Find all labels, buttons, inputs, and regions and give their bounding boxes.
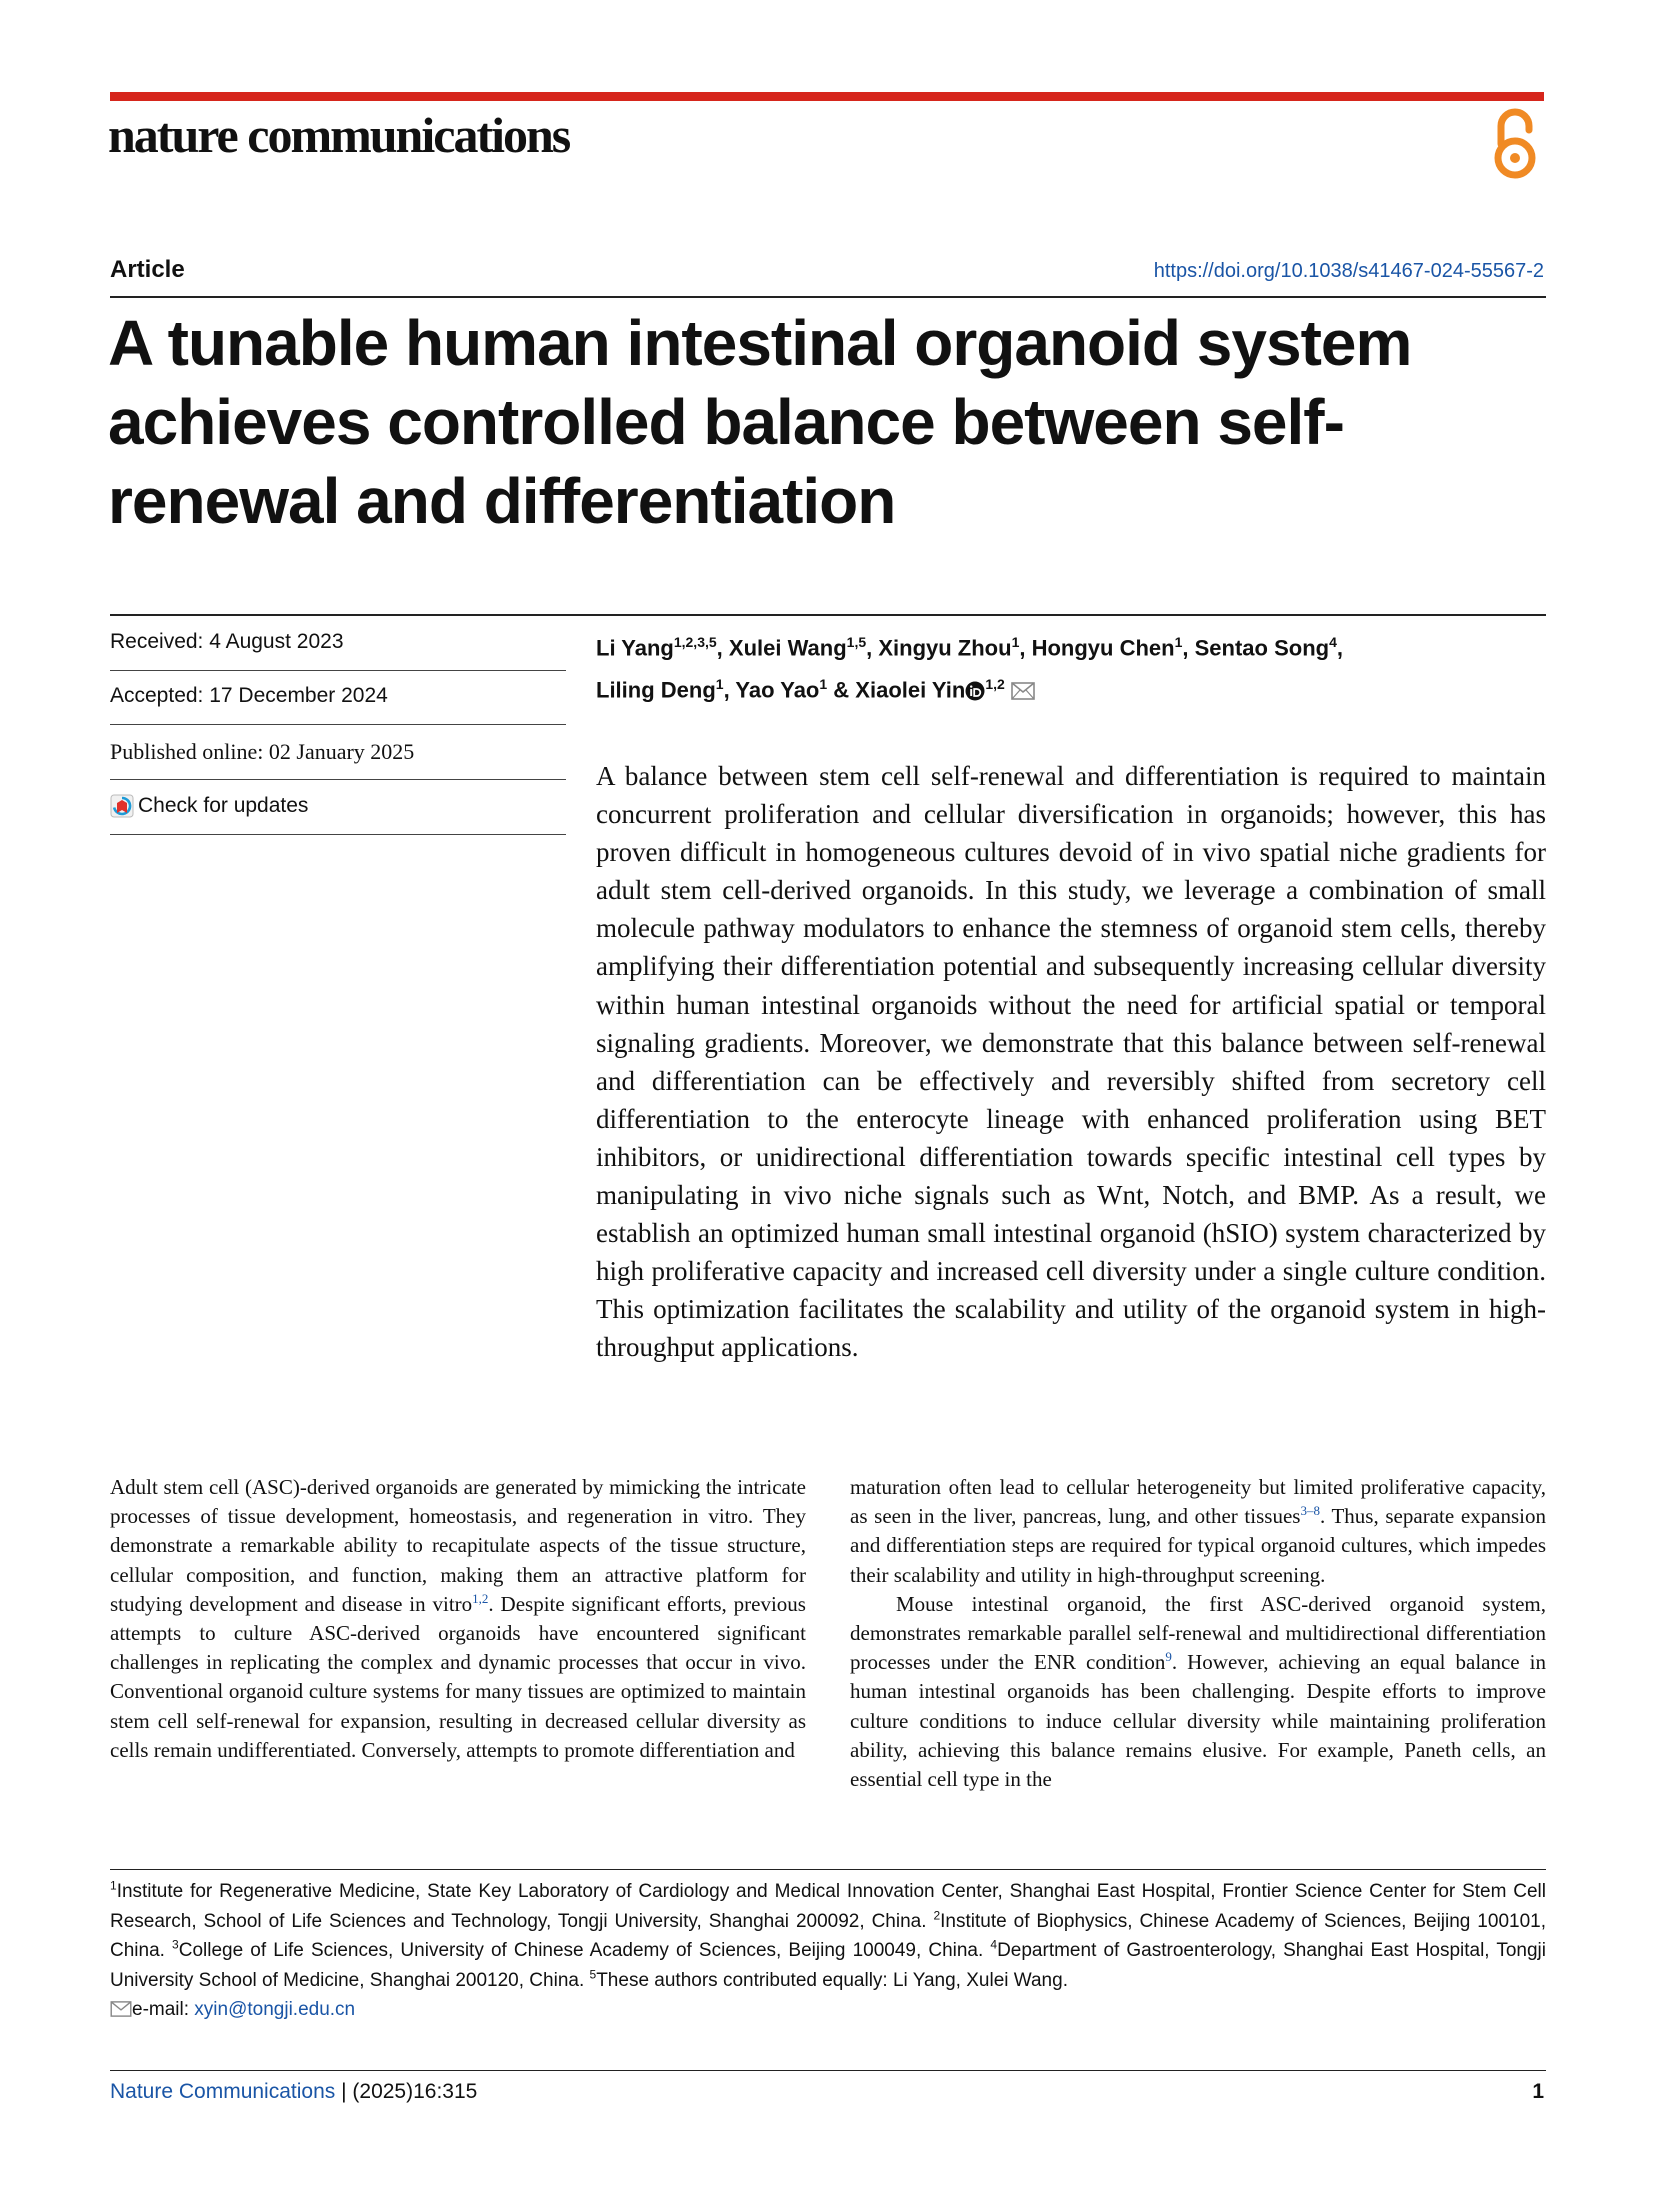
- orcid-icon[interactable]: [965, 681, 985, 701]
- meta-divider: [110, 724, 566, 725]
- title-top-rule: [110, 296, 1546, 298]
- page-number: 1: [1532, 2080, 1544, 2103]
- doi-link[interactable]: https://doi.org/10.1038/s41467-024-55567-2: [1153, 260, 1544, 282]
- meta-top-rule: [110, 614, 1546, 616]
- meta-divider: [110, 670, 566, 671]
- author-affiliation: 1,2: [985, 676, 1005, 693]
- author-name[interactable]: Xiaolei Yin: [855, 677, 966, 703]
- author-name[interactable]: Sentao Song: [1194, 635, 1330, 661]
- body-column-right: [850, 1473, 1546, 1794]
- footer-rule: [110, 2070, 1546, 2071]
- affiliations-footnote: $^1$Institute for Regenerative Medicine, State Key Laboratory of Cardiology and Medical Innovation Center, Shanghai East Hospital, Frontier Science Center for Stem Cell Research, School of Life Sciences and Technology, Tongji University, Shanghai 200092, China. $^2$Institute of Biophysics, Chinese Academy of Sciences, Beijing 100101, China. $^3$College of Life Sciences, University of Chinese Academy of Sciences, Beijing 100049, China. $^4$Department of Gastroenterology, Shanghai East Hospital, Tongji University School of Medicine, Shanghai 200120, China. $^5$These authors contributed equally: Li Yang, Xulei Wang. e-mail: xyin@tongji.edu.cn: [110, 1878, 1546, 2020]
- received-date: Received: 4 August 2023: [110, 630, 344, 653]
- author-name[interactable]: Xingyu Zhou: [878, 635, 1012, 661]
- citation-ref[interactable]: 9: [1165, 1649, 1172, 1665]
- citation-ref[interactable]: 3–8: [1300, 1503, 1320, 1519]
- journal-brand-bar: [110, 92, 1544, 101]
- author-affiliation: 1: [1174, 634, 1183, 650]
- author-name[interactable]: Xulei Wang: [728, 635, 847, 661]
- author-list: Li Yang$^{1,2,3,5}$, Xulei Wang$^{1,5}$, Xingyu Zhou$^1$, Hongyu Chen$^1$, Sentao Song$^4$, Liling Deng$^1$, Yao Yao$^1$ & Xiaolei Yin $^{1,2}$: [596, 634, 1343, 703]
- body-paragraph: maturation often lead to cellular heterogeneity but limited proliferative capacity, as seen in the liver, pancreas, lung, and other tissues$^{3-8}$. Thus, separate expansion and differentiation steps are required for typical organoid cultures, which impedes their scalability and utility in high-throughput screening.: [850, 1475, 1546, 1587]
- email-label: e-mail:: [132, 1999, 195, 2020]
- email-envelope-icon: [110, 2001, 132, 2017]
- published-date: Published online: 02 January 2025: [110, 739, 415, 764]
- author-name[interactable]: Hongyu Chen: [1031, 635, 1175, 661]
- journal-name[interactable]: nature communications: [108, 107, 570, 163]
- author-affiliation: 1: [715, 676, 724, 693]
- meta-divider: [110, 779, 566, 780]
- citation-ref[interactable]: 1,2: [472, 1590, 489, 1606]
- email-envelope-icon[interactable]: [1011, 682, 1035, 700]
- author-name[interactable]: Liling Deng: [596, 677, 716, 703]
- author-affiliation: 1,2,3,5: [673, 634, 717, 650]
- body-paragraph: Mouse intestinal organoid, the first ASC-derived organoid system, demonstrates remarkable parallel self-renewal and multidirectional differentiation processes under the ENR condition$^9$. However, achieving an equal balance in human intestinal organoids has been challenging. Despite efforts to improve culture conditions to induce cellular diversity while maintaining proliferation ability, achieving this balance remains elusive. For example, Paneth cells, an essential cell type in the: [850, 1591, 1546, 1792]
- author-affiliation: 1,5: [846, 634, 867, 650]
- check-for-updates-icon: [110, 794, 134, 818]
- meta-divider: [110, 834, 566, 835]
- body-paragraph: Adult stem cell (ASC)-derived organoids are generated by mimicking the intricate processes of tissue development, homeostasis, and regeneration in vitro. They demonstrate a remarkable ability to recapitulate aspects of the tissue structure, cellular composition, and function, making them an attractive platform for studying development and disease in vitro$^{1,2}$. Despite significant efforts, previous attempts to culture ASC-derived organoids have encountered significant challenges in replicating the complex and dynamic processes that occur in vivo. Conventional organoid culture systems for many tissues are optimized to maintain stem cell self-renewal for expansion, resulting in decreased cellular diversity as cells remain undifferentiated. Conversely, attempts to promote differentiation and: [110, 1475, 806, 1762]
- author-affiliation: 1: [1011, 634, 1020, 650]
- author-name[interactable]: Yao Yao: [735, 677, 820, 703]
- author-affiliation: 1: [819, 676, 828, 693]
- footnote-rule: [110, 1869, 1546, 1870]
- article-type-label: Article: [110, 256, 185, 283]
- body-column-left: [110, 1473, 806, 1765]
- footer-volume: (2025)16:315: [352, 2080, 478, 2103]
- article-title: A tunable human intestinal organoid system achieves controlled balance between self-renewal and differentiation: [108, 307, 1412, 537]
- author-affiliation: 4: [1329, 634, 1337, 650]
- footer-journal-link[interactable]: Nature Communications: [110, 2080, 336, 2103]
- check-for-updates-button[interactable]: [110, 794, 308, 818]
- open-access-lock-icon[interactable]: [1484, 106, 1546, 180]
- footer-citation: Nature Communications | (2025)16:315: [110, 2080, 478, 2103]
- abstract: A balance between stem cell self-renewal and differentiation is required to maintain concurrent proliferation and cellular diversification in organoids; however, this has proven difficult in homogeneous cultures devoid of in vivo spatial niche gradients for adult stem cell-derived organoids. In this study, we leverage a combination of small molecule pathway modulators to enhance the stemness of organoid stem cells, thereby amplifying their differentiation potential and subsequently increasing cellular diversity within human intestinal organoids without the need for artificial spatial or temporal signaling gradients. Moreover, we demonstrate that this balance between self-renewal and differentiation can be effectively and reversibly shifted from secretory cell differentiation to the enterocyte lineage with enhanced proliferation using BET inhibitors, or unidirectional differentiation towards specific intestinal cell types by manipulating in vivo niche signals such as Wnt, Notch, and BMP. As a result, we establish an optimized human small intestinal organoid (hSIO) system characterized by high proliferative capacity and increased cell diversity under a single culture condition. This optimization facilitates the scalability and utility of the organoid system in high-throughput applications.: [596, 761, 1546, 1363]
- check-for-updates-label: Check for updates: [138, 794, 309, 817]
- corresponding-email-link[interactable]: xyin@tongji.edu.cn: [194, 1999, 356, 2020]
- author-name[interactable]: Li Yang: [596, 635, 674, 661]
- accepted-date: Accepted: 17 December 2024: [110, 684, 388, 707]
